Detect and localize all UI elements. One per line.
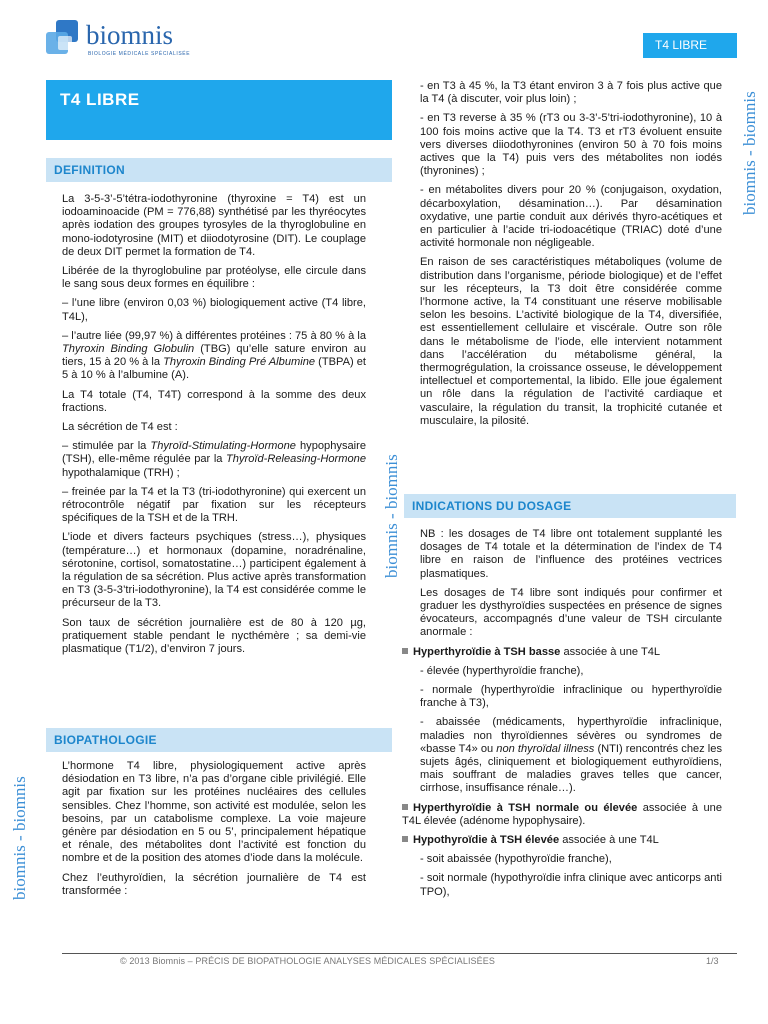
paragraph: NB : les dosages de T4 libre ont totalement supplanté les dosages de T4 totale et la détermination de l’index de T4 libre en raison de l’influence des protéines vectrices plasmatiques.: [420, 528, 722, 580]
footer-divider: [62, 953, 737, 954]
definition-text: [62, 193, 366, 662]
paragraph: Chez l’euthyroïdien, la sécrétion journalière de T4 est transformée :: [62, 871, 366, 897]
list-item: – l’une libre (environ 0,03 %) biologiquement active (T4 libre, T4L),: [62, 297, 366, 323]
footer-copyright: © 2013 Biomnis – PRÉCIS DE BIOPATHOLOGIE ANALYSES MÉDICALES SPÉCIALISÉES: [120, 956, 495, 966]
paragraph: Les dosages de T4 libre sont indiqués pour confirmer et graduer les dysthyroïdies suspectées en présence de signes évocateurs, accompagnés d’une valeur de TSH circulante anormale :: [420, 586, 722, 639]
paragraph: La T4 totale (T4, T4T) correspond à la somme des deux fractions.: [62, 388, 366, 414]
page-title: T4 LIBRE: [60, 90, 140, 109]
section-indications: INDICATIONS DU DOSAGE: [404, 494, 736, 518]
bullet-item: Hypothyroïdie à TSH élevée associée à une T4L: [402, 834, 722, 847]
bullet-item: Hyperthyroïdie à TSH normale ou élevée associée à une T4L élevée (adénome hypophysaire).: [402, 801, 722, 827]
title-box: [46, 80, 392, 140]
indications-text: [402, 528, 722, 905]
side-watermark-bottom-left: biomnis - biomnis: [10, 776, 29, 900]
bullet-item: Hyperthyroïdie à TSH basse associée à une T4L: [402, 646, 722, 659]
square-bullet-icon: [402, 804, 408, 810]
section-definition: DEFINITION: [46, 158, 392, 182]
metabolism-text: [420, 80, 722, 434]
sub-item: - normale (hyperthyroïdie infraclinique ou hyperthyroïdie franche à T3),: [420, 684, 722, 710]
page-number: 1/3: [706, 956, 719, 966]
paragraph: La 3-5-3’-5’tétra-iodothyronine (thyroxine = T4) est un iodoaminoacide (PM = 776,88) synthétisé par les thyréocytes après iodation des groupes tyrosyles de la thyroglobuline en mono-iodotyrosine (MIT) et diiodotyrosine (DIT). Le couplage de deux DIT permet la formation de T4.: [62, 193, 366, 258]
side-watermark-top-right: biomnis - biomnis: [740, 91, 759, 215]
list-item: - en métabolites divers pour 20 % (conjugaison, oxydation, décarboxylation, désamination…). Par désamination oxydative, une partie conduit aux dérivés thyro-acétiques et en particulier à l’acide tri-iodoacétique (TRIAC) doté d’une activité hormonale non négligeable.: [420, 184, 722, 250]
list-item: – freinée par la T4 et la T3 (tri-iodothyronine) qui exercent un rétrocontrôle négatif par fixation sur les récepteurs spécifiques de la TSH et de la TRH.: [62, 485, 366, 525]
logo-squares-icon: [44, 18, 84, 58]
paragraph: Libérée de la thyroglobuline par protéolyse, elle circule dans le sang sous deux formes en équilibre :: [62, 265, 366, 291]
list-item: - en T3 reverse à 35 % (rT3 ou 3-3’-5’tri-iodothyronine), 10 à 100 fois moins active que la T4. T3 et rT3 évoluent ensuite vers diverses diiodothyronines (environ 50 à 70 fois moins actives que la T4) puis vers des métabolites non iodés (thyronines) ;: [420, 112, 722, 178]
paragraph: La sécrétion de T4 est :: [62, 421, 178, 434]
list-item: – l’autre liée (99,97 %) à différentes protéines : 75 à 80 % à la Thyroxin Binding Globulin (TBG) qu’elle sature environ au tiers, 15 à 20 % à la Thyroxin Binding Pré Albumine (TBPA) et 5 à 10 % à l’albumine (A).: [62, 329, 367, 382]
square-bullet-icon: [402, 836, 408, 842]
biomnis-logo: [44, 18, 204, 62]
logo-name: biomnis: [86, 20, 174, 50]
paragraph: L’iode et divers facteurs psychiques (stress…), physiques (température…) et hormonaux (dopamine, noradrénaline, sérotonine, cortisol, somatostatine…) participent également à la régulation de sa sécrétion. Plus active après transformation en T3 (3-5-3’tri-iodothyronine), la T4 est considérée comme le précurseur de la T3.: [62, 531, 366, 610]
paragraph: Son taux de sécrétion journalière est de 80 à 120 µg, pratiquement stable pendant le nycthémère ; sa demi-vie plasmatique (T1/2), d’environ 7 jours.: [62, 616, 366, 656]
header-tag: T4 LIBRE: [643, 33, 737, 58]
sub-item: - abaissée (médicaments, hyperthyroïdie infraclinique, maladies non thyroïdiennes sévères ou syndromes de «basse T4» ou non thyroïdal illness (NTI) rencontrés chez les sujets âgés, cliniquement et biologiquement euthyroïdiens, mais souffrant de maladies graves telles que cancer, cirrhose, insuffisance rénale…).: [420, 716, 722, 795]
list-item: – stimulée par la Thyroïd-Stimulating-Hormone hypophysaire (TSH), elle-même régulée par la Thyroïd-Releasing-Hormone hypothalamique (TRH) ;: [62, 440, 366, 479]
biopathologie-text: [62, 760, 366, 904]
list-item: - en T3 à 45 %, la T3 étant environ 3 à 7 fois plus active que la T4 (à discuter, voir plus loin) ;: [420, 80, 722, 106]
sub-item: - soit abaissée (hypothyroïdie franche),: [420, 853, 612, 866]
sub-item: - élevée (hyperthyroïdie franche),: [420, 664, 584, 677]
side-watermark-middle: biomnis - biomnis: [382, 454, 401, 578]
sub-item: - soit normale (hypothyroïdie infra clinique avec anticorps anti TPO),: [420, 872, 722, 898]
section-biopathologie: BIOPATHOLOGIE: [46, 728, 392, 752]
paragraph: En raison de ses caractéristiques métaboliques (volume de distribution dans l’organisme, période biologique) et de l’effet sur les récepteurs, la T3 doit être considérée comme l’hormone active, la T4 constituant une réserve mobilisable selon les besoins. L’activité biologique de la T4, diversifiée, est essentiellement cellulaire et viscérale. Outre son rôle dans le métabolisme de l’iode, elle intervient notamment dans l’accélération du métabolisme général, la thermogrégulation, la croissance osseuse, le développement intellectuel et comportemental, la libido. Elle joue également un rôle dans la régulation de l’activité cardiaque et vasculaire, la régulation du transit, la trophicité cutanée et musculaire, la pilosité.: [420, 256, 722, 427]
logo-tagline: BIOLOGIE MÉDICALE SPÉCIALISÉE: [88, 51, 191, 57]
square-bullet-icon: [402, 648, 408, 654]
paragraph: L’hormone T4 libre, physiologiquement active après désiodation en T3 libre, n’a pas d’organe cible privilégié. Elle agit par fixation sur les protéines nucléaires des cellules sensibles. Chez l’homme, son activité est modulée, selon les besoins, par un catabolisme complexe. La voie majeure génère par désiodation en 5 ou 5’, principalement hépatique et rénale, des métabolites dont l’activité est fonction du nombre et de la position des atomes d’iode dans la molécule.: [62, 760, 366, 865]
